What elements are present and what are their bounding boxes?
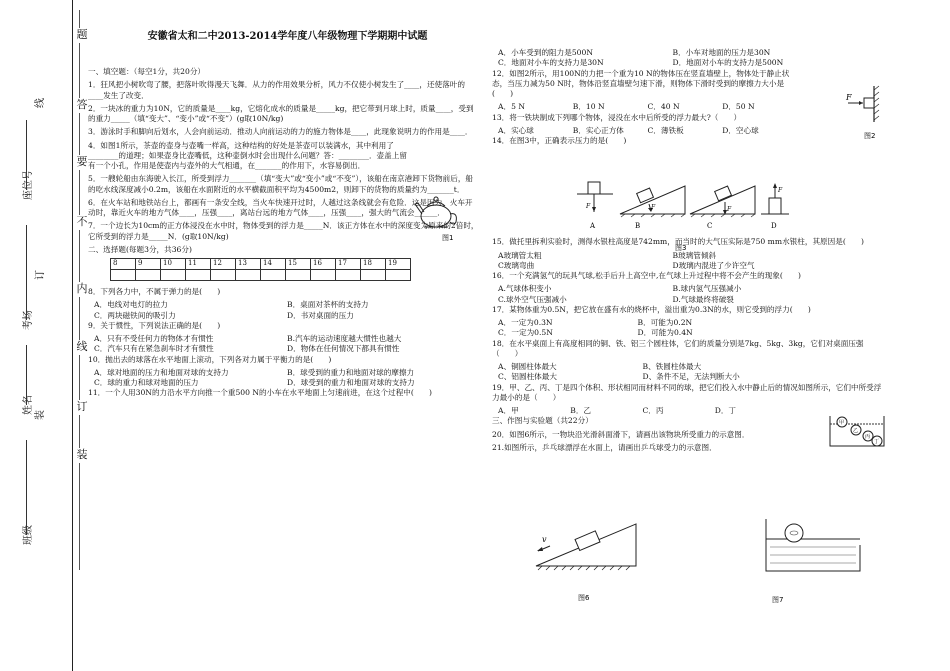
question-21: 21.如图所示，乒乓球漂浮在水面上，请画出乒乓球受力的示意图．	[492, 442, 717, 452]
force-label-f: F	[846, 93, 852, 102]
answer-cell[interactable]	[286, 270, 311, 281]
figure-1-caption: 图1	[442, 234, 454, 242]
question-2: 2．一块冰的重力为10N，它的质量是____kg，它熔化成水的质量是_____kg，把它带到月球上时，质量____，受到的重力_____（填“变大”、“变小”或“不变”）(g取10N/kg)	[88, 103, 474, 123]
option: A．实心球	[498, 125, 534, 135]
option: C．球的重力和球对地面的压力	[94, 378, 199, 387]
question-5: 5．一艘轮船由东海驶入长江，所受到浮力_______（填“变大”或“变小”或“不变”），该船在南京港卸下货物前后，船的吃水线深度减小0.2m，该船在水面附近的水平横截面积平均为4500m2，则卸下的货物的质量约为_______t．	[88, 174, 474, 194]
question-13-options	[492, 126, 887, 136]
answer-col-header: 19	[386, 259, 411, 270]
name-blank	[26, 345, 27, 405]
question-16-options	[492, 284, 887, 305]
figure-3-label-a: A	[590, 222, 596, 230]
option: D．书对桌面的压力	[287, 310, 354, 320]
figure-3	[575, 168, 815, 258]
option: B．桌面对茶杯的支持力	[287, 300, 369, 310]
ball-bing: 丙	[865, 434, 871, 440]
option: A玻璃管太粗	[498, 250, 542, 260]
question-19: 19．甲、乙、丙、丁是四个体积、形状相同而材料不同的球，把它们投入水中静止后的情况如图所示，它们中所受浮力最小的是（ ）	[492, 382, 882, 402]
question-10: 10．抛出去的球落在水平地面上滚动，下列各对力属于平衡力的是( )	[88, 354, 332, 364]
option: C．丙	[642, 406, 664, 415]
question-20: 20．如图6所示，一物块沿光滑斜面滑下，请画出该物块所受重力的示意图．	[492, 429, 750, 439]
binding-char-ding: 订	[76, 400, 88, 413]
answer-cell[interactable]	[211, 270, 236, 281]
option: D、条件不足，无法判断大小	[642, 372, 740, 382]
answer-col-header: 12	[211, 259, 236, 270]
figure-6-caption: 图6	[578, 594, 590, 602]
question-17-options	[492, 318, 887, 339]
answer-cell[interactable]	[311, 270, 336, 281]
question-3: 3．游泳时手和脚向后划水，人会向前运动．推动人向前运动的力的施力物体是____，此现象说明力的作用是____．	[88, 127, 473, 137]
option: B.汽车的运动速度越大惯性也越大	[287, 334, 402, 343]
option: B、铁圆柱体最大	[642, 362, 702, 371]
option: C．两块磁铁间的吸引力	[94, 310, 176, 320]
question-4: 4．如图1所示，茶壶的壶身与壶嘴一样高，这种结构的好处是茶壶可以装满水，其中利用了________的道理；如果壶身比壶嘴低，这种壶倒水时会出现什么问题？答：________．壶盖上留有一个小孔，作用是使壶内与壶外的大气相通，在_______的作用下，水容易倒出．	[88, 140, 407, 170]
option: A．球对地面的压力和地面对球的支持力	[94, 367, 229, 377]
binding-margin	[0, 0, 100, 671]
option: B．可能为0.2N	[637, 318, 693, 327]
question-6: 6．在火车站和地铁站台上，都画有一条安全线，当火车快速开过时，人越过这条线就会有危险．这是因为，火车开动时，靠近火车的地方气体____，压强____，离站台远的地方气体____，压强____，强大的气流会______．	[88, 197, 473, 217]
question-13: 13．将一铁块制成下列哪个物体，浸没在水中后所受的浮力最大?（ ）	[492, 112, 742, 122]
ball-ding: 丁	[874, 439, 880, 445]
binding-char-nei: 内	[76, 282, 88, 295]
exam-room-blank	[26, 225, 27, 320]
option: B.球内氢气压强减小	[672, 284, 742, 294]
svg-text:F: F	[778, 187, 783, 194]
question-9: 9．关于惯性，下列说法正确的是( )	[88, 320, 221, 330]
answer-cell[interactable]	[261, 270, 286, 281]
section-drawing-heading: 三、作图与实验题（共22分）	[492, 416, 593, 426]
svg-text:F: F	[651, 204, 656, 211]
binding-zhuang-outer: 装	[35, 410, 46, 420]
answer-col-header: 8	[111, 259, 136, 270]
option: C．一定为0.5N	[498, 328, 553, 338]
option: D．球受到的重力和地面对球的支持力	[287, 378, 415, 387]
question-1: 1．狂风把小树吹弯了腰，把落叶吹得漫天飞舞．从力的作用效果分析，风力不仅使小树发生了____，还使落叶的____发生了改变．	[88, 80, 465, 100]
answer-cell[interactable]	[336, 270, 361, 281]
answer-col-header: 14	[261, 259, 286, 270]
seat-number-blank	[26, 120, 27, 190]
option: A．5 N	[498, 102, 525, 112]
option: A．电线对电灯的拉力	[94, 300, 168, 310]
option: C．地面对小车的支持力是30N	[498, 58, 604, 68]
question-14: 14．在图3中，正确表示压力的是( )	[492, 136, 627, 145]
svg-text:F: F	[727, 206, 732, 213]
figure-2	[842, 82, 892, 144]
option: B．乙	[570, 406, 592, 415]
question-10-options	[88, 368, 480, 389]
binding-char-xian: 线	[76, 340, 88, 353]
ball-yi: 乙	[853, 428, 859, 434]
option: D．丁	[714, 406, 737, 415]
answer-cell[interactable]	[186, 270, 211, 281]
answer-col-header: 15	[286, 259, 311, 270]
binding-xian-outer: 线	[35, 98, 46, 108]
option: A、铜圆柱体最大	[498, 362, 557, 371]
figure-7	[752, 515, 872, 610]
figure-balls-in-water	[826, 412, 888, 450]
option: B．实心正方体	[572, 125, 624, 135]
figure-3-label-b: B	[635, 222, 641, 230]
option: B．10 N	[572, 102, 605, 112]
figure-6	[530, 520, 650, 610]
question-8-options	[88, 300, 480, 321]
section-choice-heading: 二、选择题(每题3分，共36分)	[88, 244, 192, 254]
answer-col-header: 16	[311, 259, 336, 270]
option: A．一定为0.3N	[498, 318, 553, 327]
svg-text:F: F	[586, 203, 591, 210]
answer-cell[interactable]	[361, 270, 386, 281]
option: D．空心球	[722, 125, 759, 135]
answer-cell[interactable]	[386, 270, 411, 281]
answer-col-header: 13	[236, 259, 261, 270]
figure-3-caption: 图3	[675, 244, 687, 252]
binding-char-yao: 要	[76, 155, 88, 168]
question-16: 16．一个充满氢气的玩具气球,松手后升上高空中,在气球上升过程中将不会产生的现象( )	[492, 271, 801, 280]
question-7: 7．一个边长为10cm的正方体浸没在水中时，物体受到的浮力是_____N．该正方体在水中的深度变为原来的2倍时，它所受到的浮力是_____N．(g取10N/kg)	[88, 221, 479, 241]
figure-2-caption: 图2	[864, 132, 876, 140]
question-12-options	[492, 102, 887, 112]
question-18: 18．在水平桌面上有高度相同的铜、铁、铝三个圆柱体，它们的质量分别是7kg、5kg、3kg，它们对桌面压强（ ）	[492, 338, 864, 358]
question-11: 11．一个人用30N的力沿水平方向推一个重500 N的小车在水平地面上匀速前进，在这个过程中( )	[88, 388, 433, 398]
answer-col-header: 11	[186, 259, 211, 270]
option: A．甲	[498, 406, 519, 415]
option: A．小车受到的阻力是500N	[498, 48, 593, 57]
binding-char-ti: 题	[76, 28, 88, 41]
option: A.气球体积变小	[498, 284, 552, 294]
option: C.球外空气压强减小	[498, 294, 567, 304]
exam-room-label: 考场	[23, 310, 34, 330]
binding-ding-outer: 订	[35, 270, 46, 280]
option: B玻璃管倾斜	[672, 250, 717, 260]
class-blank	[26, 440, 27, 535]
name-label: 姓名	[23, 395, 34, 415]
exam-title: 安徽省太和二中2013-2014学年度八年级物理下学期期中试题	[147, 31, 428, 42]
velocity-label: v	[542, 535, 547, 544]
answer-col-header: 10	[161, 259, 186, 270]
option: C、铝圆柱体最大	[498, 372, 557, 382]
answer-cell[interactable]	[236, 270, 261, 281]
seat-number-label: 座位号	[23, 170, 34, 200]
answer-col-header: 17	[336, 259, 361, 270]
teapot-figure	[412, 188, 464, 244]
option: C．薄铁板	[647, 125, 684, 135]
option: C．汽车只有在紧急刹车时才有惯性	[94, 344, 214, 354]
question-17: 17．某物体重为0.5N，把它放在盛有水的烧杯中，溢出重为0.3N的水，则它受到的浮力( )	[492, 304, 811, 314]
option: D．地面对小车的支持力是500N	[672, 58, 784, 68]
binding-char-bu: 不	[76, 215, 88, 228]
answer-cell[interactable]	[161, 270, 186, 281]
option: A．只有不受任何力的物体才有惯性	[94, 334, 214, 343]
question-9-options	[88, 334, 480, 355]
answer-cell[interactable]	[136, 270, 161, 281]
answer-col-header: 18	[361, 259, 386, 270]
ball-jia: 甲	[839, 420, 845, 426]
question-12: 12．如图2所示，用100N的力把一个重为10 N的物体压在竖直墙壁上，物体处于静止状态，当压力减为50 N时，物体沿竖直墙壁匀速下滑，则物体下滑时受到的摩擦力大小是( )	[492, 68, 790, 98]
option: C玻璃弯曲	[498, 260, 535, 270]
figure-7-caption: 图7	[772, 596, 784, 604]
option: D.气球最终将破裂	[672, 294, 734, 304]
binding-char-da: 答	[76, 98, 88, 111]
option: D．可能为0.4N	[637, 328, 693, 338]
question-15: 15．做托里拆利实验时，测得水银柱高度是742mm，而当时的大气压实际是750 mm水银柱，其原因是( )	[492, 237, 864, 247]
question-8: 8．下列各力中，不属于弹力的是( )	[88, 287, 221, 296]
question-11-options	[492, 48, 887, 69]
figure-3-label-c: C	[707, 222, 713, 230]
class-label: 班级	[23, 525, 34, 545]
option: B．球受到的重力和地面对球的摩擦力	[287, 367, 415, 377]
section-fill-blank-heading: 一、填空题：（每空1分，共20分）	[88, 67, 206, 76]
question-18-options	[492, 362, 887, 383]
binding-line	[72, 0, 73, 671]
binding-char-zhuang: 装	[76, 448, 88, 461]
option: D．物体在任何情况下都具有惯性	[287, 344, 400, 354]
option: B．小车对地面的压力是30N	[672, 48, 771, 57]
option: D．50 N	[722, 102, 755, 112]
option: D玻璃内混进了少许空气	[672, 260, 755, 270]
answer-col-header: 9	[136, 259, 161, 270]
answer-cell[interactable]	[111, 270, 136, 281]
option: C．40 N	[647, 102, 680, 112]
figure-3-label-d: D	[771, 222, 777, 230]
answer-table	[110, 258, 411, 281]
